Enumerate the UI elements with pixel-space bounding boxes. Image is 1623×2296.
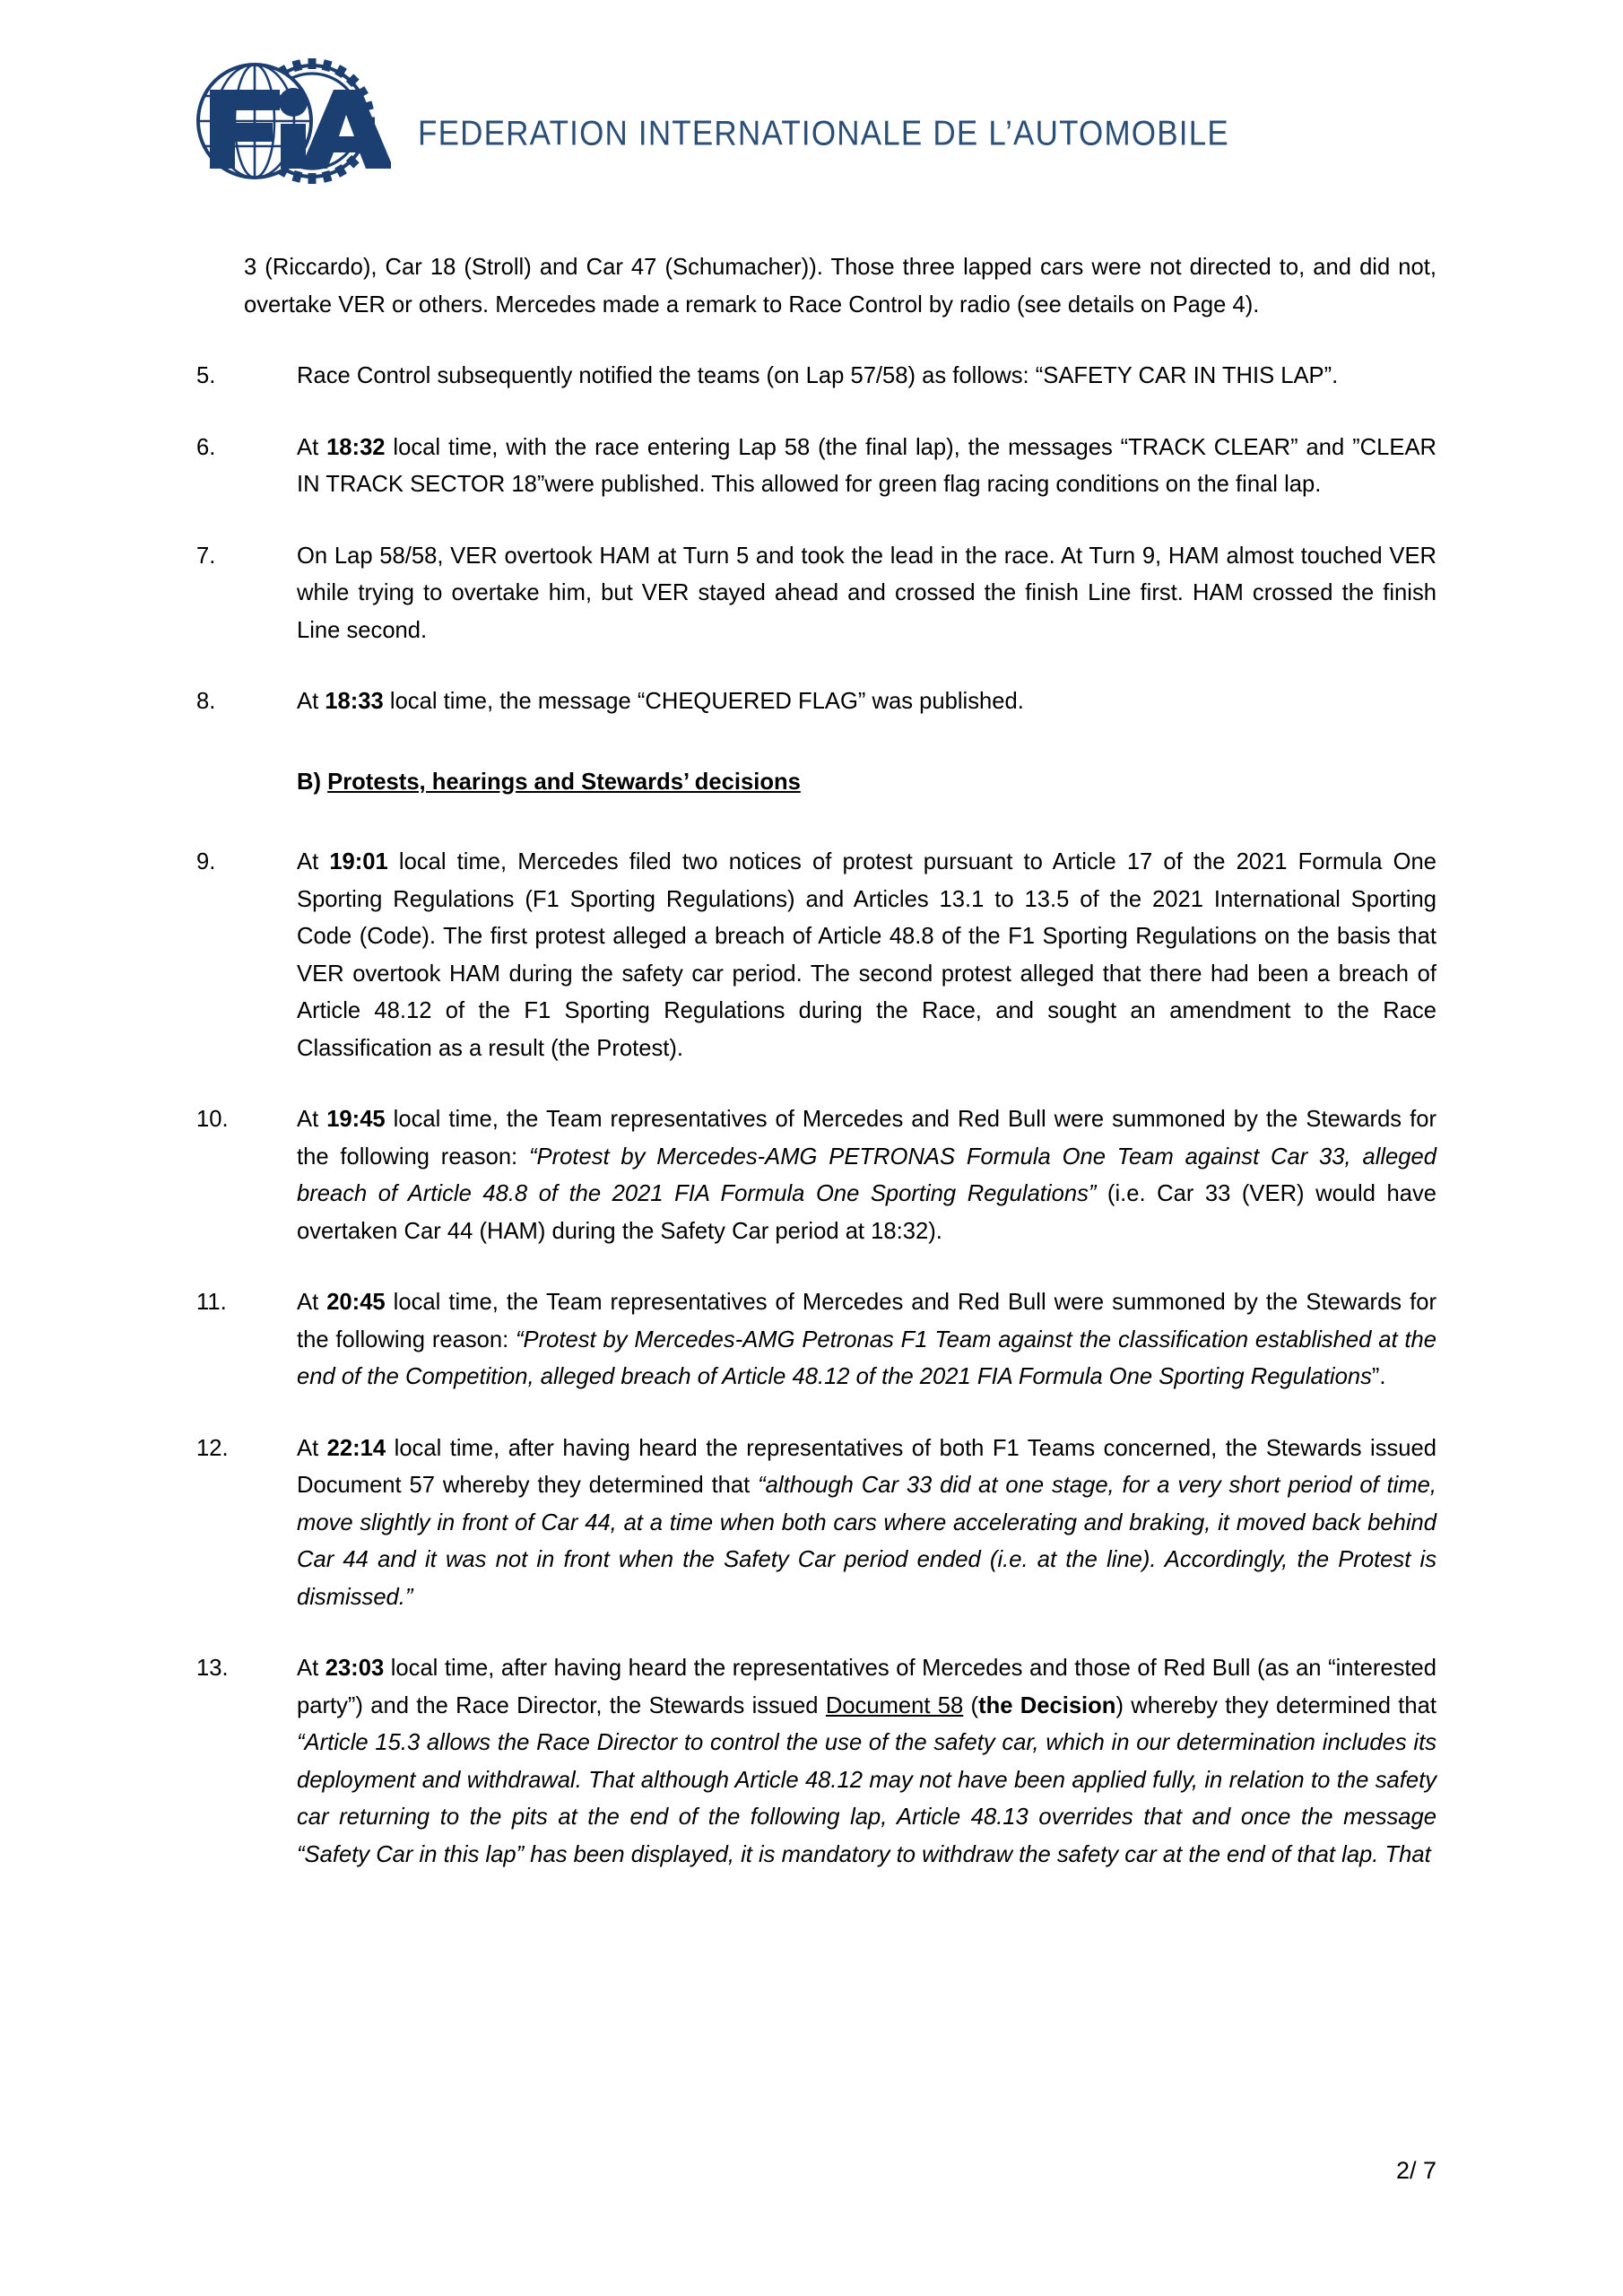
list-item-text: At 18:33 local time, the message “CHEQUERED FLAG” was published. bbox=[297, 689, 1024, 714]
list-item-text: At 20:45 local time, the Team representatives of Mercedes and Red Bull were summoned by the Stewards for the following reason: “Protest by Mercedes-AMG Petronas F1 Team against the classification established at the end of the Competition, alleged breach of Article 48.12 of the 2021 FIA Formula One Sporting Regulations”. bbox=[297, 1290, 1436, 1389]
organisation-title: FEDERATION INTERNATIONALE DE L’AUTOMOBILE bbox=[418, 114, 1229, 153]
list-item bbox=[196, 1284, 1436, 1396]
list-item-text: At 18:32 local time, with the race entering Lap 58 (the final lap), the messages “TRACK CLEAR” and ”CLEAR IN TRACK SECTOR 18”were published. This allowed for green flag racing conditions on the final lap. bbox=[297, 434, 1436, 497]
list-item-number: 10. bbox=[196, 1107, 229, 1132]
list-item-number: 5. bbox=[196, 363, 216, 388]
list-item-number: 7. bbox=[196, 543, 216, 569]
list-item-text: At 19:45 local time, the Team representatives of Mercedes and Red Bull were summoned by the Stewards for the following reason: “Protest by Mercedes-AMG PETRONAS Formula One Team against Car 33, alleged breach of Article 48.8 of the 2021 FIA Formula One Sporting Regulations” (i.e. Car 33 (VER) would have overtaken Car 44 (HAM) during the Safety Car period at 18:32). bbox=[297, 1107, 1437, 1244]
page-footer bbox=[0, 2154, 1623, 2190]
list-item bbox=[196, 1650, 1436, 1874]
list-item bbox=[196, 358, 1436, 396]
list-item-text: Race Control subsequently notified the teams (on Lap 57/58) as follows: “SAFETY CAR IN THIS LAP”. bbox=[297, 363, 1339, 388]
list-item bbox=[196, 844, 1436, 1067]
list-item-text: At 22:14 local time, after having heard the representatives of both F1 Teams concerned, the Stewards issued Document 57 whereby they determined that “although Car 33 did at one stage, for a very short period of time, move slightly in front of Car 44, at a time when both cars where accelerating and braking, it moved back behind Car 44 and it was not in front when the Safety Car period ended (i.e. at the line). Accordingly, the Protest is dismissed.” bbox=[297, 1435, 1436, 1610]
fia-emblem-icon bbox=[176, 56, 391, 186]
list-item bbox=[196, 1431, 1436, 1617]
list-item-number: 11. bbox=[196, 1290, 227, 1315]
page-number: 2/ 7 bbox=[1395, 2157, 1436, 2184]
section-heading-prefix: B) bbox=[297, 769, 322, 795]
section-heading-title: Protests, hearings and Stewards’ decisions bbox=[327, 769, 801, 795]
list-item-number: 6. bbox=[196, 434, 216, 460]
document-body bbox=[196, 249, 1437, 1896]
list-item-number: 12. bbox=[196, 1435, 229, 1461]
fia-logo bbox=[176, 56, 391, 186]
page-header bbox=[0, 0, 1623, 224]
list-item-number: 13. bbox=[196, 1656, 229, 1681]
list-item bbox=[196, 430, 1436, 504]
continued-paragraph: 3 (Riccardo), Car 18 (Stroll) and Car 47 (Schumacher)). Those three lapped cars were not directed to, and did not, overtake VER or others. Mercedes made a remark to Race Control by radio (see details on Page 4). bbox=[244, 255, 1436, 317]
list-item-number: 8. bbox=[196, 689, 216, 714]
list-item-text: At 19:01 local time, Mercedes filed two notices of protest pursuant to Article 17 of the 2021 Formula One Sporting Regulations (F1 Sporting Regulations) and Articles 13.1 to 13.5 of the 2021 International Sporting Code (Code). The first protest alleged a breach of Article 48.8 of the F1 Sporting Regulations on the basis that VER overtook HAM during the safety car period. The second protest alleged that there had been a breach of Article 48.12 of the F1 Sporting Regulations during the Race, and sought an amendment to the Race Classification as a result (the Protest). bbox=[297, 849, 1436, 1061]
list-item-text: On Lap 58/58, VER overtook HAM at Turn 5 and took the lead in the race. At Turn 9, HAM almost touched VER while trying to overtake him, but VER stayed ahead and crossed the finish Line first. HAM crossed the finish Line second. bbox=[297, 543, 1436, 643]
document-58-reference[interactable]: Document 58 bbox=[825, 1692, 964, 1718]
list-item bbox=[196, 538, 1436, 650]
list-item-text: At 23:03 local time, after having heard the representatives of Mercedes and those of Red Bull (as an “interested party”) and the Race Director, the Stewards issued Document 58 (the Decision) whereby they determined that “Article 15.3 allows the Race Director to control the use of the safety car, which in our determination includes its deployment and withdrawal. That although Article 48.12 may not have been applied fully, in relation to the safety car returning to the pits at the end of the following lap, Article 48.13 overrides that and once the message “Safety Car in this lap” has been displayed, it is mandatory to withdraw the safety car at the end of that lap. That bbox=[297, 1656, 1436, 1867]
section-heading bbox=[244, 764, 1436, 802]
list-item bbox=[196, 1101, 1437, 1250]
list-item-number: 9. bbox=[196, 849, 216, 874]
list-item bbox=[196, 683, 1436, 721]
